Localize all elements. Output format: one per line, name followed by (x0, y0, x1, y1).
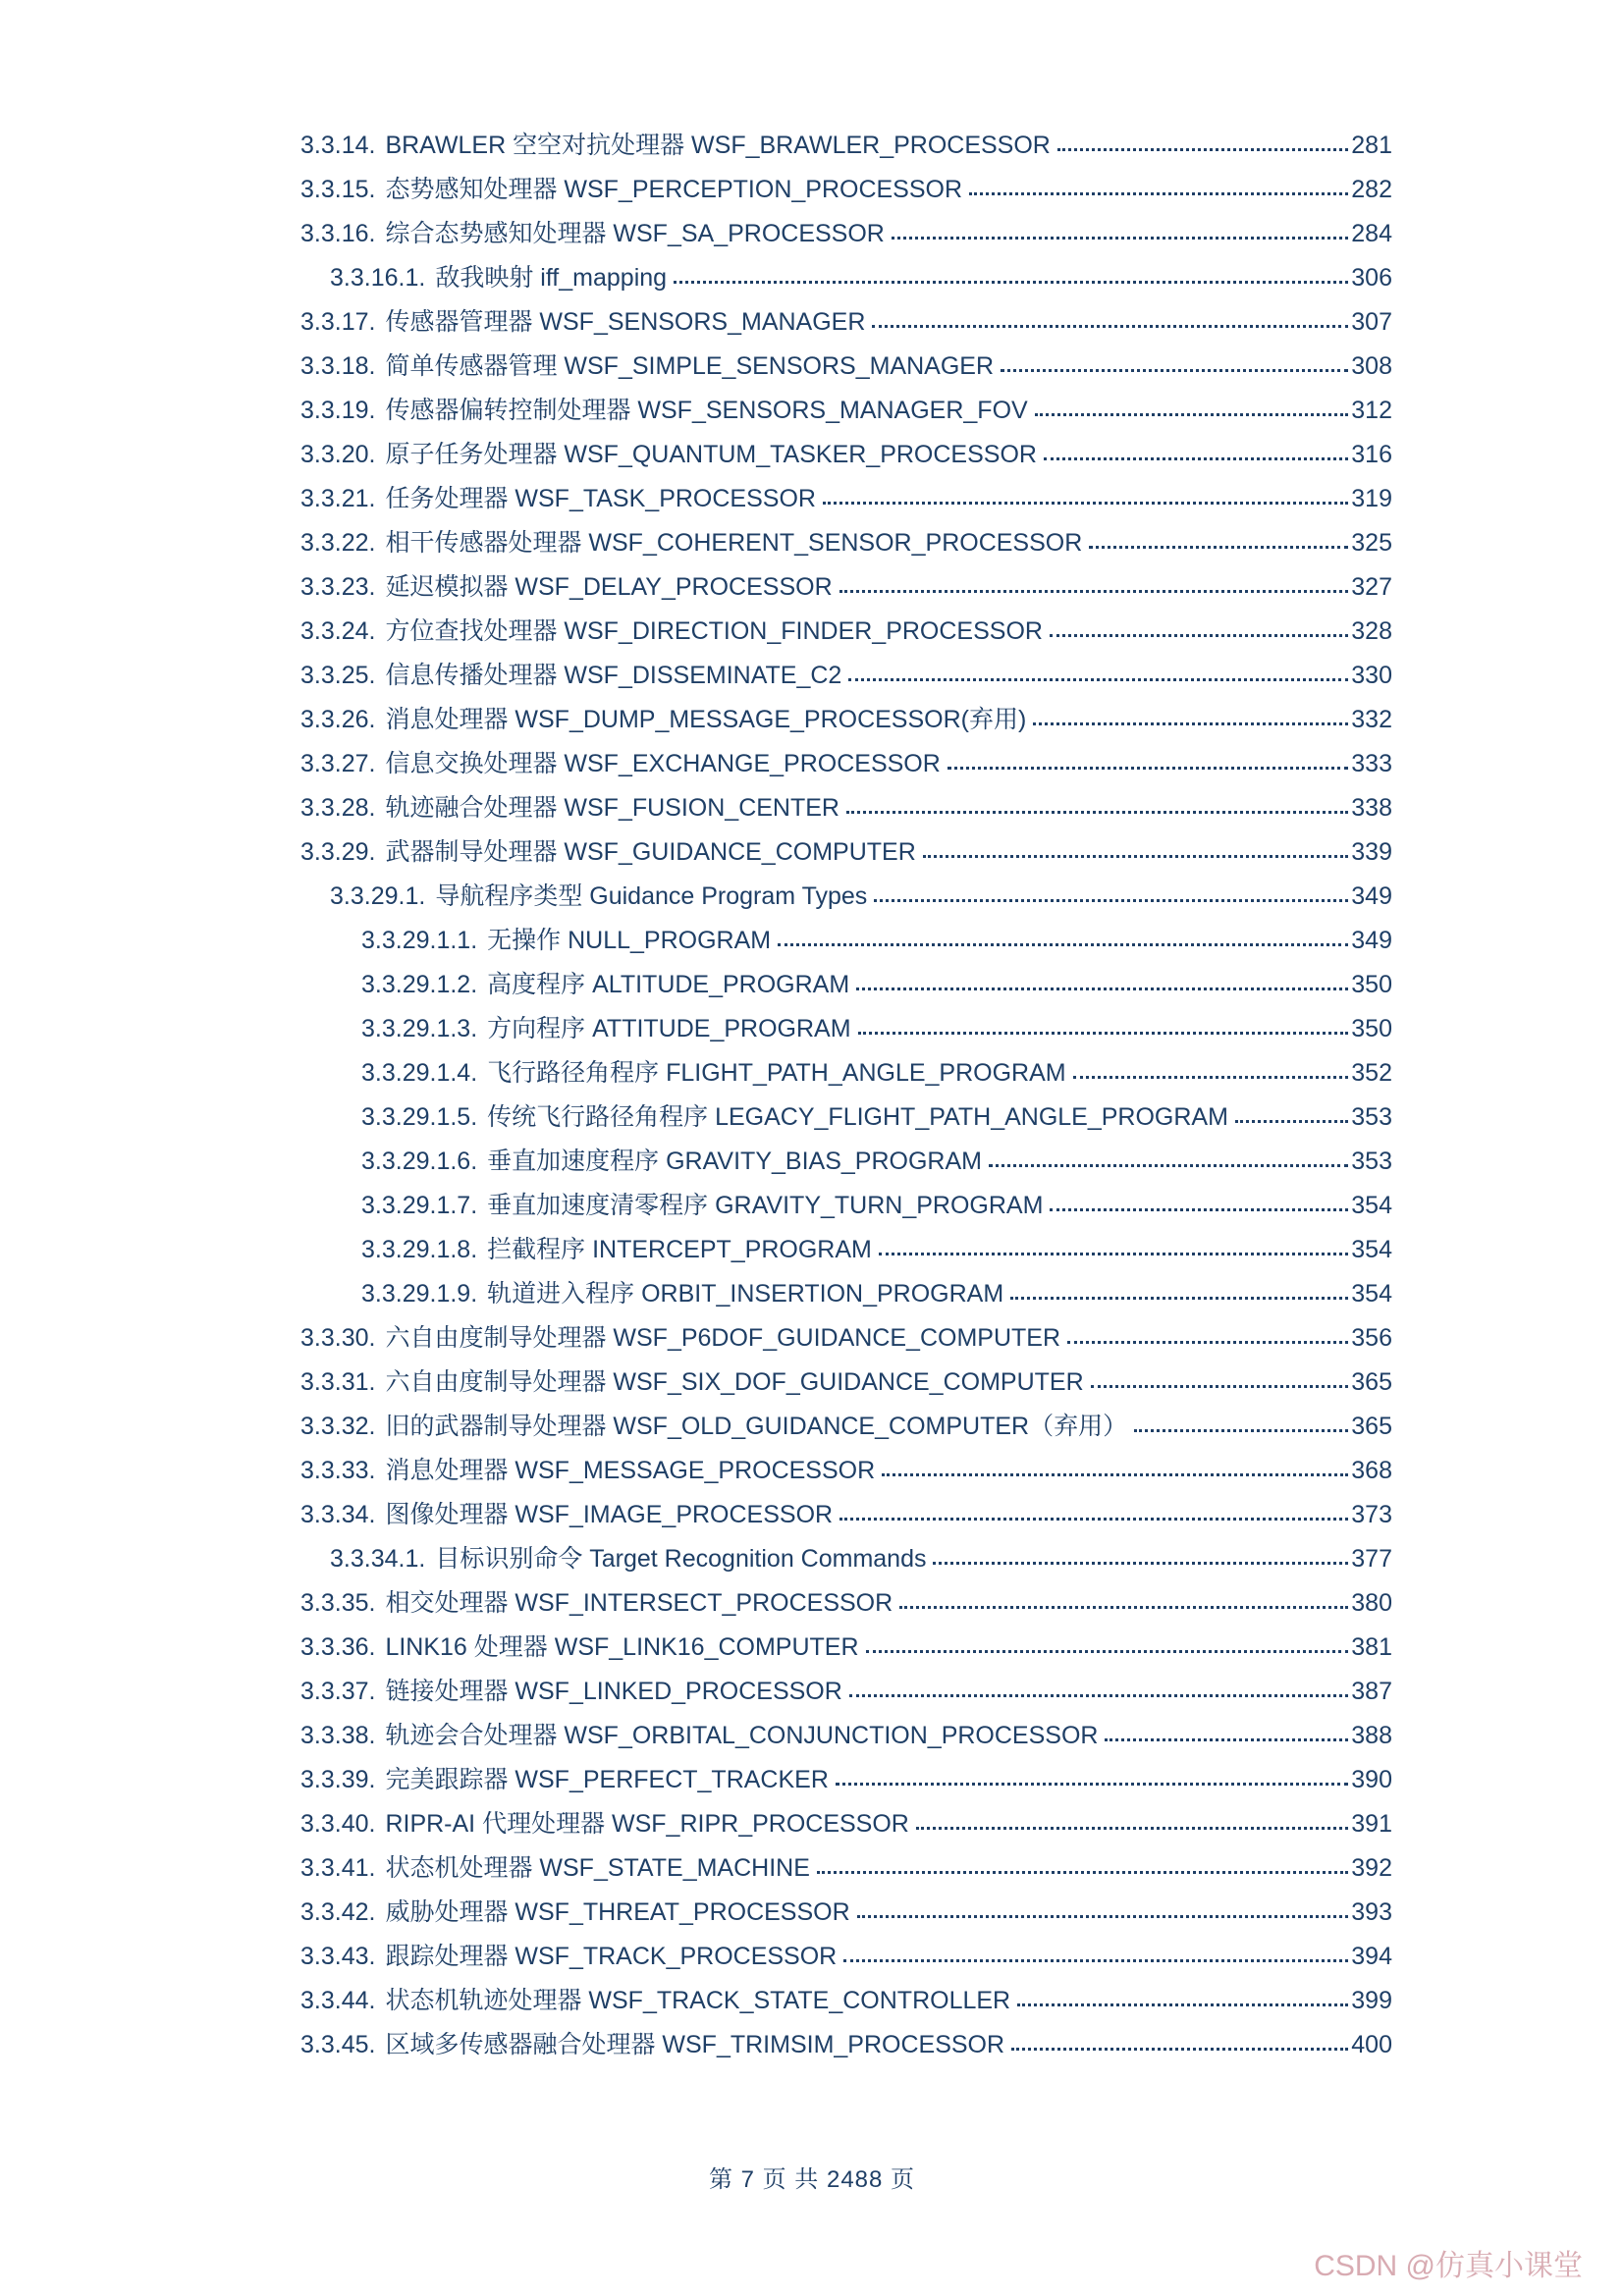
toc-entry-title: 链接处理器 WSF_LINKED_PROCESSOR (385, 1678, 842, 1705)
toc-entry-title: 完美跟踪器 WSF_PERFECT_TRACKER (385, 1766, 829, 1793)
dot-leader (857, 1915, 1349, 1918)
toc-entry-title: 轨道进入程序 ORBIT_INSERTION_PROGRAM (487, 1280, 1004, 1308)
dot-leader (1091, 1385, 1349, 1388)
toc-entry-page-number: 353 (1351, 1103, 1392, 1131)
page-footer (0, 2160, 1624, 2194)
toc-entry-number: 3.3.25. (300, 662, 376, 689)
toc-entry-number: 3.3.44. (300, 1987, 376, 2014)
dot-leader (989, 1164, 1348, 1167)
toc-entry-page-number: 327 (1351, 573, 1392, 601)
toc-entry-number: 3.3.20. (300, 441, 376, 468)
toc-entry-page-number: 308 (1351, 352, 1392, 380)
toc-entry (300, 435, 1392, 479)
toc-entry-page-number: 381 (1351, 1633, 1392, 1661)
toc-entry-title: 信息传播处理器 WSF_DISSEMINATE_C2 (385, 662, 842, 689)
toc-entry-number: 3.3.40. (300, 1810, 376, 1838)
toc-entry (300, 214, 1392, 258)
toc-entry-page-number: 319 (1351, 485, 1392, 512)
toc-entry-number: 3.3.24. (300, 617, 376, 645)
toc-entry-page-number: 312 (1351, 397, 1392, 424)
dot-leader (1050, 1208, 1348, 1211)
toc-entry-page-number: 316 (1351, 441, 1392, 468)
toc-entry (300, 479, 1392, 523)
toc-entry-page-number: 328 (1351, 617, 1392, 645)
dot-leader (836, 1783, 1348, 1786)
toc-entry-title: 图像处理器 WSF_IMAGE_PROCESSOR (385, 1501, 834, 1528)
dot-leader (1134, 1429, 1348, 1432)
toc-entry-number: 3.3.19. (300, 397, 376, 424)
toc-entry (300, 700, 1392, 744)
toc-entry-title: 无操作 NULL_PROGRAM (487, 927, 772, 954)
toc-entry-number: 3.3.27. (300, 750, 376, 777)
dot-leader (1035, 413, 1349, 416)
toc-entry-title: 目标识别命令 Target Recognition Commands (435, 1545, 927, 1573)
toc-entry-page-number: 354 (1351, 1192, 1392, 1219)
toc-entry-page-number: 284 (1351, 220, 1392, 247)
toc-entry-number: 3.3.16.1. (330, 264, 426, 292)
dot-leader (923, 855, 1349, 858)
toc-entry-page-number: 338 (1351, 794, 1392, 822)
toc-entry (300, 1628, 1392, 1672)
toc-entry-page-number: 373 (1351, 1501, 1392, 1528)
toc-entry-page-number: 387 (1351, 1678, 1392, 1705)
toc-entry (300, 1804, 1392, 1848)
toc-entry-title: 垂直加速度清零程序 GRAVITY_TURN_PROGRAM (487, 1192, 1044, 1219)
toc-entry-number: 3.3.36. (300, 1633, 376, 1661)
toc-entry-number: 3.3.29.1.7. (361, 1192, 478, 1219)
toc-entry (300, 1451, 1392, 1495)
toc-entry-page-number: 400 (1351, 2031, 1392, 2058)
toc-entry-page-number: 330 (1351, 662, 1392, 689)
dot-leader (882, 1473, 1348, 1476)
toc-entry-page-number: 399 (1351, 1987, 1392, 2014)
dot-leader (858, 1032, 1349, 1035)
toc-entry-number: 3.3.29.1.3. (361, 1015, 478, 1042)
dot-leader (1089, 546, 1348, 549)
toc-entry-page-number: 365 (1351, 1413, 1392, 1440)
toc-entry-title: 传感器管理器 WSF_SENSORS_MANAGER (385, 308, 866, 336)
dot-leader (969, 192, 1348, 195)
toc-entry-page-number: 356 (1351, 1324, 1392, 1352)
toc-entry-number: 3.3.17. (300, 308, 376, 336)
toc-entry (300, 656, 1392, 700)
dot-leader (916, 1827, 1348, 1830)
toc-entry-title: 六自由度制导处理器 WSF_P6DOF_GUIDANCE_COMPUTER (385, 1324, 1061, 1352)
toc-entry-number: 3.3.35. (300, 1589, 376, 1617)
dot-leader (1073, 1076, 1349, 1079)
toc-entry-title: 敌我映射 iff_mapping (435, 264, 668, 292)
csdn-watermark: CSDN @仿真小课堂 (1314, 2250, 1583, 2282)
dot-leader (1105, 1738, 1348, 1741)
toc-entry (300, 1274, 1392, 1318)
toc-entry-title: 区域多传感器融合处理器 WSF_TRIMSIM_PROCESSOR (385, 2031, 1005, 2058)
dot-leader (879, 1253, 1348, 1255)
toc-entry-title: 传感器偏转控制处理器 WSF_SENSORS_MANAGER_FOV (385, 397, 1028, 424)
toc-entry-title: 传统飞行路径角程序 LEGACY_FLIGHT_PATH_ANGLE_PROGRAM (487, 1103, 1228, 1131)
toc-entry-page-number: 350 (1351, 971, 1392, 998)
toc-entry-title: 任务处理器 WSF_TASK_PROCESSOR (385, 485, 816, 512)
toc-entry-title: 拦截程序 INTERCEPT_PROGRAM (487, 1236, 872, 1263)
toc-entry-title: 威胁处理器 WSF_THREAT_PROCESSOR (385, 1898, 850, 1926)
toc-entry-title: 态势感知处理器 WSF_PERCEPTION_PROCESSOR (385, 176, 963, 203)
toc-entry-title: 垂直加速度程序 GRAVITY_BIAS_PROGRAM (487, 1148, 982, 1175)
toc-entry-number: 3.3.45. (300, 2031, 376, 2058)
toc-entry-number: 3.3.31. (300, 1368, 376, 1396)
dot-leader (1011, 2048, 1348, 2051)
toc-entry (300, 1937, 1392, 1981)
toc-entry (300, 921, 1392, 965)
toc-entry (300, 1893, 1392, 1937)
toc-entry (300, 1848, 1392, 1893)
toc-entry (300, 1716, 1392, 1760)
toc-entry-page-number: 393 (1351, 1898, 1392, 1926)
dot-leader (1067, 1341, 1348, 1344)
toc-entry-title: 相干传感器处理器 WSF_COHERENT_SENSOR_PROCESSOR (385, 529, 1083, 557)
toc-entry-number: 3.3.43. (300, 1943, 376, 1970)
toc-entry-page-number: 353 (1351, 1148, 1392, 1175)
toc-entry (300, 126, 1392, 170)
toc-entry-number: 3.3.29.1.1. (361, 927, 478, 954)
toc-entry-title: LINK16 处理器 WSF_LINK16_COMPUTER (385, 1633, 859, 1661)
toc-entry (300, 1407, 1392, 1451)
toc-entry (300, 1318, 1392, 1362)
toc-entry-title: 轨迹会合处理器 WSF_ORBITAL_CONJUNCTION_PROCESSOR (385, 1722, 1099, 1749)
toc-entry-number: 3.3.33. (300, 1457, 376, 1484)
toc-entry-number: 3.3.42. (300, 1898, 376, 1926)
toc-entry-title: 跟踪处理器 WSF_TRACK_PROCESSOR (385, 1943, 838, 1970)
toc-entry (300, 1495, 1392, 1539)
toc-entry-title: 简单传感器管理 WSF_SIMPLE_SENSORS_MANAGER (385, 352, 995, 380)
toc-entry-number: 3.3.22. (300, 529, 376, 557)
toc-entry-number: 3.3.29.1. (330, 882, 426, 910)
toc-entry-page-number: 354 (1351, 1236, 1392, 1263)
toc-entry-number: 3.3.29.1.8. (361, 1236, 478, 1263)
toc-entry-title: 消息处理器 WSF_MESSAGE_PROCESSOR (385, 1457, 876, 1484)
toc-entry-page-number: 332 (1351, 706, 1392, 733)
dot-leader (1001, 369, 1348, 372)
page-indicator: 第 7 页 共 2488 页 (708, 2166, 916, 2193)
toc-entry-number: 3.3.38. (300, 1722, 376, 1749)
toc-entry (300, 832, 1392, 877)
toc-entry (300, 1760, 1392, 1804)
toc-entry-page-number: 380 (1351, 1589, 1392, 1617)
dot-leader (856, 988, 1348, 990)
toc-entry (300, 1230, 1392, 1274)
dot-leader (1044, 457, 1348, 460)
toc-entry (300, 965, 1392, 1009)
toc-entry-title: 武器制导处理器 WSF_GUIDANCE_COMPUTER (385, 838, 916, 866)
toc-entry (300, 523, 1392, 567)
toc-entry (300, 302, 1392, 347)
toc-entry-title: 导航程序类型 Guidance Program Types (435, 882, 868, 910)
toc-entry-title: 六自由度制导处理器 WSF_SIX_DOF_GUIDANCE_COMPUTER (385, 1368, 1084, 1396)
dot-leader (846, 811, 1348, 814)
dot-leader (1033, 722, 1348, 725)
toc-entry (300, 1053, 1392, 1097)
toc-entry-number: 3.3.23. (300, 573, 376, 601)
dot-leader (933, 1562, 1348, 1565)
dot-leader (899, 1606, 1348, 1609)
dot-leader (874, 899, 1348, 902)
toc-entry-page-number: 333 (1351, 750, 1392, 777)
toc-entry-number: 3.3.29.1.6. (361, 1148, 478, 1175)
toc-entry-title: RIPR-AI 代理处理器 WSF_RIPR_PROCESSOR (385, 1810, 909, 1838)
toc-entry-number: 3.3.29.1.5. (361, 1103, 478, 1131)
toc-entry (300, 1009, 1392, 1053)
dot-leader (839, 1518, 1348, 1521)
toc-entry-title: 飞行路径角程序 FLIGHT_PATH_ANGLE_PROGRAM (487, 1059, 1066, 1087)
toc-entry-number: 3.3.21. (300, 485, 376, 512)
dot-leader (1050, 634, 1348, 637)
toc-entry-title: 方向程序 ATTITUDE_PROGRAM (487, 1015, 851, 1042)
toc-entry-page-number: 339 (1351, 838, 1392, 866)
toc-entry (300, 1097, 1392, 1142)
toc-entry-page-number: 349 (1351, 882, 1392, 910)
toc-entry-page-number: 390 (1351, 1766, 1392, 1793)
dot-leader (848, 678, 1348, 681)
dot-leader (839, 590, 1349, 593)
dot-leader (892, 237, 1348, 240)
dot-leader (947, 767, 1348, 770)
toc-entry-number: 3.3.34. (300, 1501, 376, 1528)
toc-entry-page-number: 392 (1351, 1854, 1392, 1882)
toc-entry-number: 3.3.39. (300, 1766, 376, 1793)
toc-entry (300, 258, 1392, 302)
dot-leader (823, 502, 1348, 505)
toc-entry-page-number: 307 (1351, 308, 1392, 336)
toc-entry-number: 3.3.28. (300, 794, 376, 822)
toc-entry-number: 3.3.15. (300, 176, 376, 203)
dot-leader (1010, 1297, 1348, 1300)
dot-leader (1235, 1120, 1348, 1123)
toc-entry-number: 3.3.34.1. (330, 1545, 426, 1573)
dot-leader (872, 325, 1348, 328)
dot-leader (674, 281, 1348, 284)
toc-entry (300, 2025, 1392, 2069)
dot-leader (1017, 2003, 1348, 2006)
toc-entry-page-number: 325 (1351, 529, 1392, 557)
dot-leader (778, 943, 1348, 946)
toc-entry-title: 旧的武器制导处理器 WSF_OLD_GUIDANCE_COMPUTER（弃用） (385, 1413, 1128, 1440)
toc-entry-title: 延迟模拟器 WSF_DELAY_PROCESSOR (385, 573, 833, 601)
toc-entry (300, 567, 1392, 612)
toc-entry-page-number: 388 (1351, 1722, 1392, 1749)
toc-entry-number: 3.3.16. (300, 220, 376, 247)
toc-entry (300, 1583, 1392, 1628)
toc-entry (300, 788, 1392, 832)
toc-entry-page-number: 391 (1351, 1810, 1392, 1838)
toc-entry-title: 相交处理器 WSF_INTERSECT_PROCESSOR (385, 1589, 893, 1617)
toc-entry-page-number: 377 (1351, 1545, 1392, 1573)
dot-leader (866, 1650, 1349, 1653)
toc-entry-title: 信息交换处理器 WSF_EXCHANGE_PROCESSOR (385, 750, 941, 777)
toc-entry (300, 1142, 1392, 1186)
toc-entry-title: 综合态势感知处理器 WSF_SA_PROCESSOR (385, 220, 885, 247)
toc-entry-number: 3.3.37. (300, 1678, 376, 1705)
toc-entry-number: 3.3.32. (300, 1413, 376, 1440)
toc-entry-page-number: 349 (1351, 927, 1392, 954)
toc-entry (300, 877, 1392, 921)
toc-entry-number: 3.3.29. (300, 838, 376, 866)
toc-entry-page-number: 281 (1351, 132, 1392, 159)
toc-entry-page-number: 306 (1351, 264, 1392, 292)
toc-entry (300, 1186, 1392, 1230)
toc-entry-number: 3.3.29.1.2. (361, 971, 478, 998)
toc-entry-number: 3.3.14. (300, 132, 376, 159)
toc-entry-title: 轨迹融合处理器 WSF_FUSION_CENTER (385, 794, 839, 822)
toc-entry-page-number: 394 (1351, 1943, 1392, 1970)
toc-entry-title: 原子任务处理器 WSF_QUANTUM_TASKER_PROCESSOR (385, 441, 1037, 468)
toc-entry-title: 状态机轨迹处理器 WSF_TRACK_STATE_CONTROLLER (385, 1987, 1011, 2014)
toc-entry-title: BRAWLER 空空对抗处理器 WSF_BRAWLER_PROCESSOR (385, 132, 1051, 159)
toc-entry-title: 消息处理器 WSF_DUMP_MESSAGE_PROCESSOR(弃用) (385, 706, 1027, 733)
table-of-contents (300, 126, 1392, 2069)
toc-entry (300, 1672, 1392, 1716)
toc-entry-title: 状态机处理器 WSF_STATE_MACHINE (385, 1854, 810, 1882)
dot-leader (817, 1871, 1348, 1874)
toc-entry-number: 3.3.29.1.4. (361, 1059, 478, 1087)
dot-leader (849, 1694, 1348, 1697)
toc-entry (300, 170, 1392, 214)
toc-entry-number: 3.3.30. (300, 1324, 376, 1352)
toc-entry (300, 612, 1392, 656)
toc-entry-page-number: 354 (1351, 1280, 1392, 1308)
toc-entry-page-number: 352 (1351, 1059, 1392, 1087)
dot-leader (1057, 148, 1348, 151)
toc-entry (300, 744, 1392, 788)
toc-entry (300, 1362, 1392, 1407)
toc-entry (300, 1981, 1392, 2025)
toc-entry-number: 3.3.26. (300, 706, 376, 733)
toc-entry-title: 高度程序 ALTITUDE_PROGRAM (487, 971, 850, 998)
toc-entry-number: 3.3.41. (300, 1854, 376, 1882)
toc-entry-page-number: 282 (1351, 176, 1392, 203)
toc-entry (300, 347, 1392, 391)
dot-leader (843, 1959, 1348, 1962)
toc-entry-number: 3.3.29.1.9. (361, 1280, 478, 1308)
toc-entry-page-number: 350 (1351, 1015, 1392, 1042)
toc-entry-page-number: 368 (1351, 1457, 1392, 1484)
toc-entry (300, 1539, 1392, 1583)
toc-entry-page-number: 365 (1351, 1368, 1392, 1396)
toc-entry (300, 391, 1392, 435)
toc-entry-number: 3.3.18. (300, 352, 376, 380)
toc-entry-title: 方位查找处理器 WSF_DIRECTION_FINDER_PROCESSOR (385, 617, 1043, 645)
